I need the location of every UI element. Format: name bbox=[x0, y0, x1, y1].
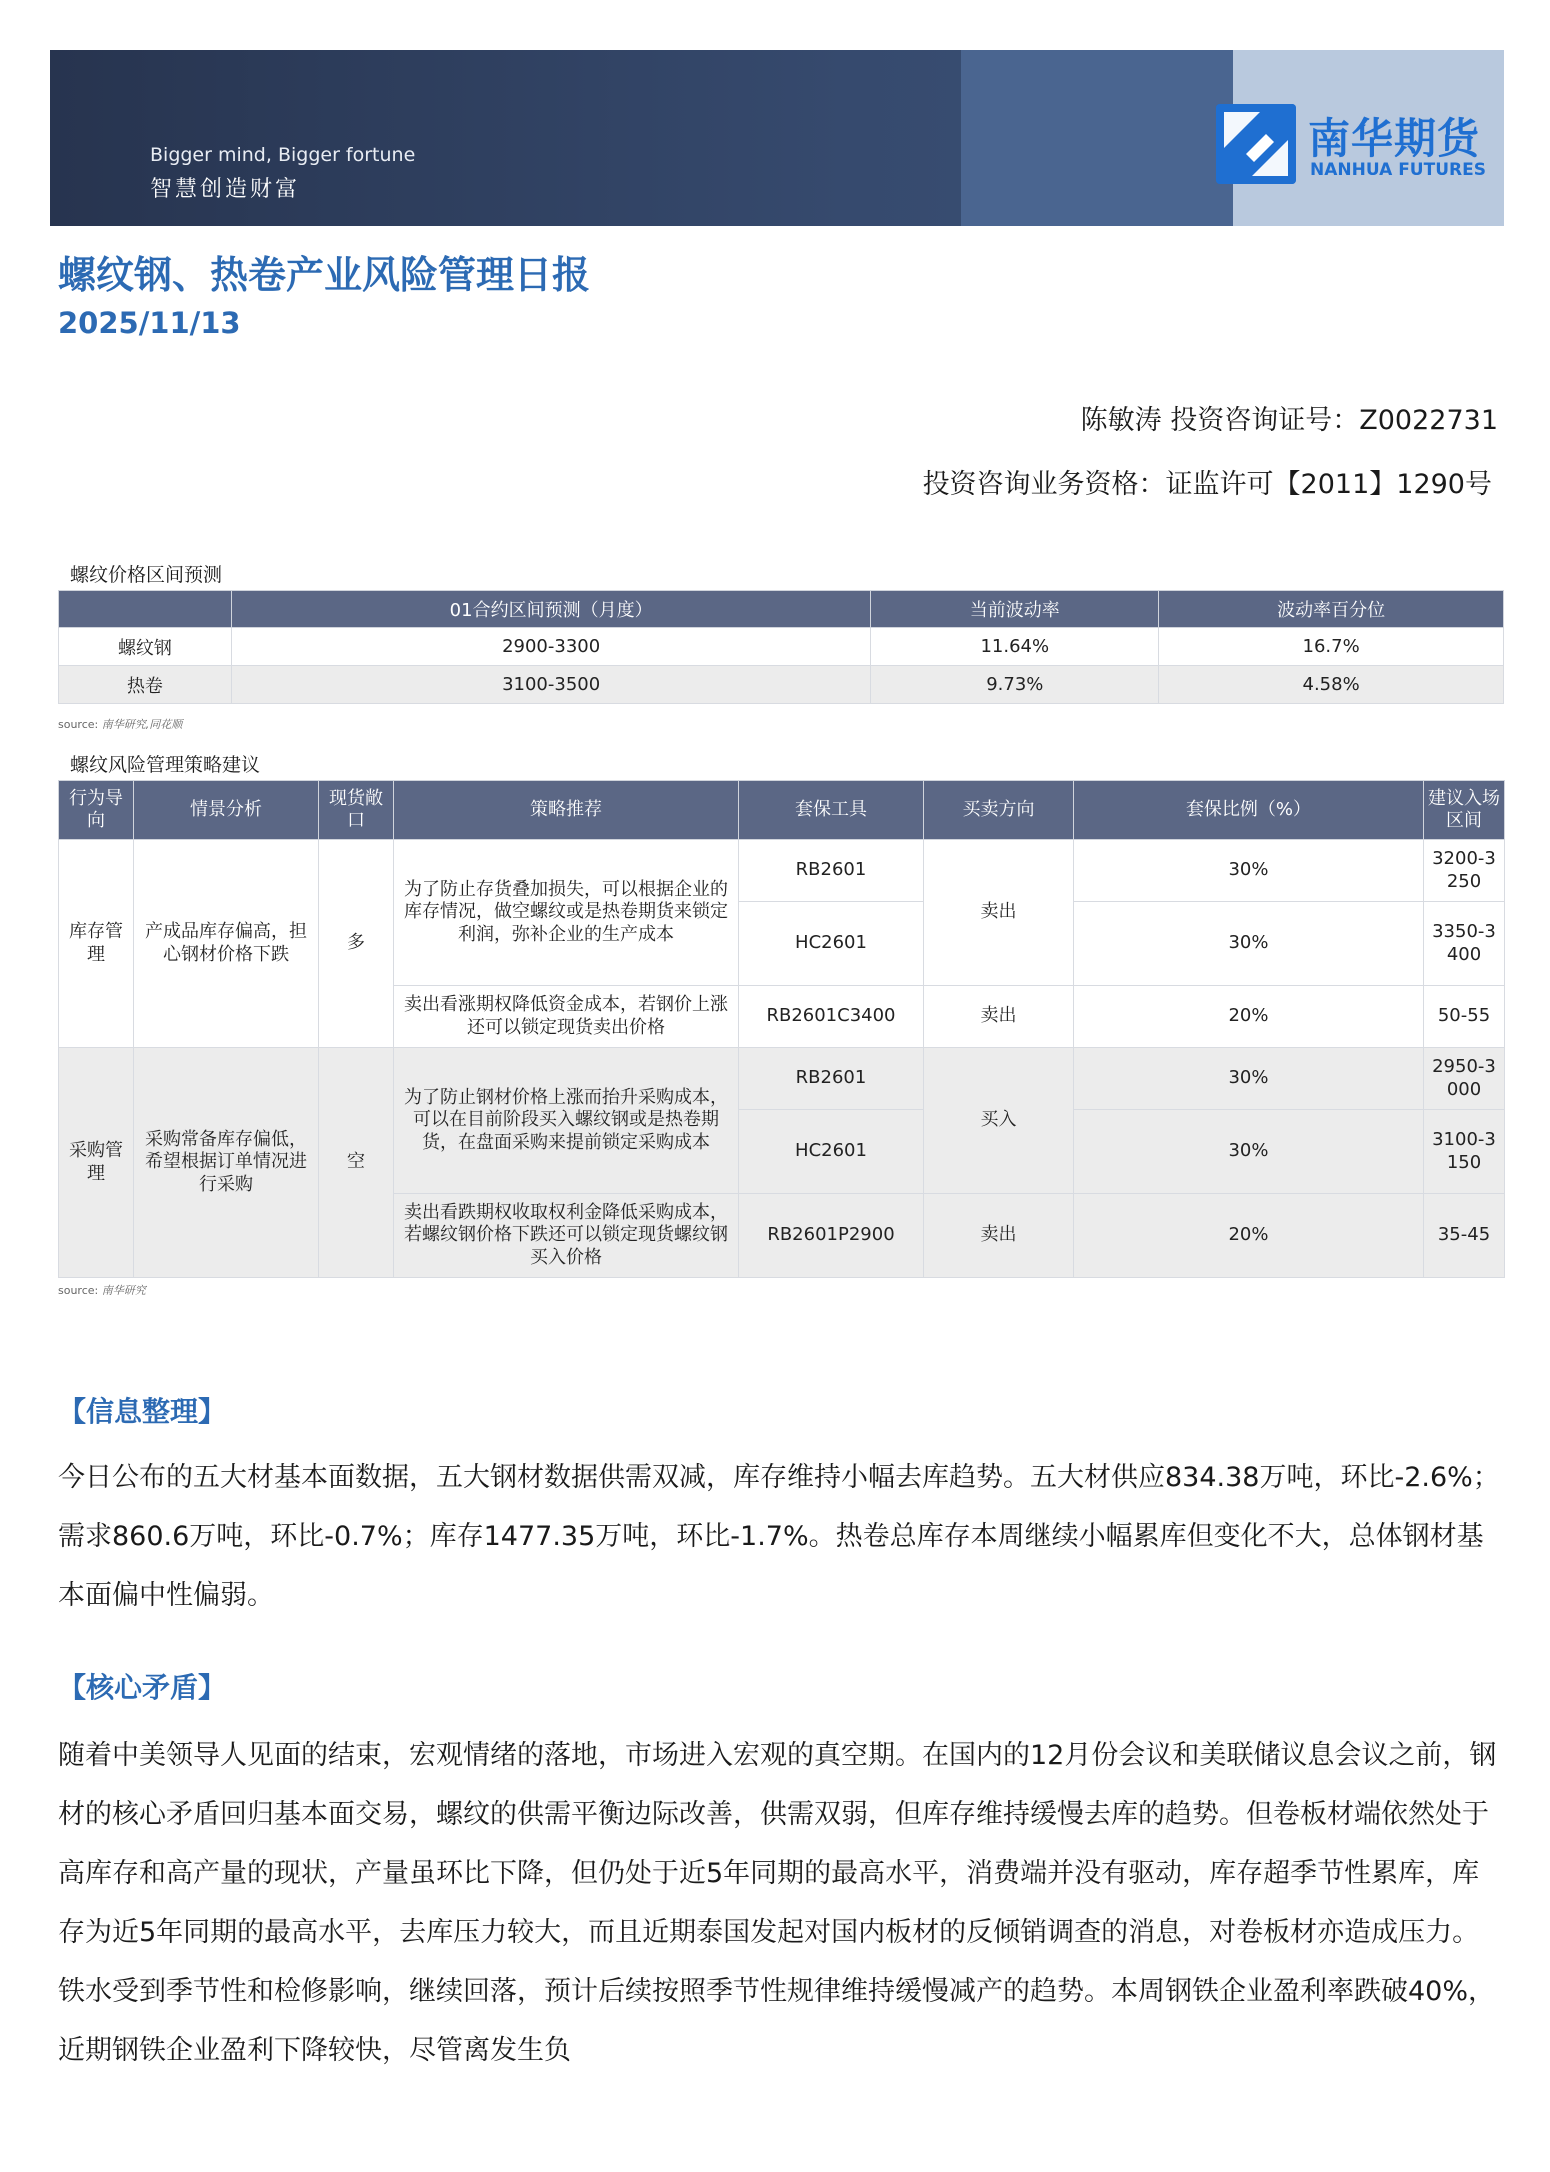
ratio-cell: 30% bbox=[1074, 840, 1424, 902]
source-text: 南华研究,同花顺 bbox=[101, 718, 183, 731]
table-header-row bbox=[59, 781, 1505, 840]
price-range-table bbox=[58, 590, 1504, 704]
section-body: 随着中美领导人见面的结束，宏观情绪的落地，市场进入宏观的真空期。在国内的12月份会议和美联储议息会议之前，钢材的核心矛盾回归基本面交易，螺纹的供需平衡边际改善，供需双弱，但库存维持缓慢去库的趋势。但卷板材端依然处于高库存和高产量的现状，产量虽环比下降，但仍处于近5年同期的最高水平，消费端并没有驱动，库存超季节性累库，库存为近5年同期的最高水平，去库压力较大，而且近期泰国发起对国内板材的反倾销调查的消息，对卷板材亦造成压力。铁水受到季节性和检修影响，继续回落，预计后续按照季节性规律维持缓慢减产的趋势。本周钢铁企业盈利率跌破40%，近期钢铁企业盈利下降较快，尽管离发生负 bbox=[58, 1740, 1497, 2066]
table-header-cell bbox=[59, 591, 232, 628]
direction-cell: 卖出 bbox=[924, 1194, 1074, 1278]
table-header-cell: 策略推荐 bbox=[394, 781, 739, 840]
logo-mark-icon bbox=[1216, 104, 1296, 184]
behavior-cell: 库存管理 bbox=[59, 840, 134, 1048]
source-prefix: source: bbox=[58, 718, 102, 731]
behavior-cell: 采购管理 bbox=[59, 1048, 134, 1278]
strategy-table bbox=[58, 780, 1505, 1278]
tool-cell: HC2601 bbox=[739, 902, 924, 986]
table-row bbox=[59, 628, 1504, 666]
range-cell: 35-45 bbox=[1424, 1194, 1505, 1278]
scenario-cell: 产成品库存偏高，担心钢材价格下跌 bbox=[134, 840, 319, 1048]
section-heading: 【核心矛盾】 bbox=[58, 1671, 227, 1704]
range-cell: 3100-3150 bbox=[1424, 1110, 1505, 1194]
table-row bbox=[59, 1048, 1505, 1110]
direction-cell: 买入 bbox=[924, 1048, 1074, 1194]
header-banner bbox=[50, 50, 1504, 226]
qualification-line: 投资咨询业务资格：证监许可【2011】1290号 bbox=[922, 469, 1492, 500]
source-text: 南华研究 bbox=[101, 1284, 146, 1297]
report-title: 螺纹钢、热卷产业风险管理日报 bbox=[58, 253, 591, 297]
table-header-cell: 买卖方向 bbox=[924, 781, 1074, 840]
table-header-cell: 01合约区间预测（月度） bbox=[231, 591, 871, 628]
table-header-cell: 行为导向 bbox=[59, 781, 134, 840]
ratio-cell: 30% bbox=[1074, 1048, 1424, 1110]
banner-band bbox=[961, 50, 1233, 226]
company-logo bbox=[1216, 104, 1496, 184]
strategy-cell: 为了防止存货叠加损失，可以根据企业的库存情况，做空螺纹或是热卷期货来锁定利润，弥补企业的生产成本 bbox=[394, 840, 739, 986]
slogan-english: Bigger mind, Bigger fortune bbox=[150, 144, 416, 166]
strategy-cell: 卖出看涨期权降低资金成本，若钢价上涨还可以锁定现货卖出价格 bbox=[394, 986, 739, 1048]
logo-text-english: NANHUA FUTURES bbox=[1310, 160, 1486, 180]
table-cell: 热卷 bbox=[59, 666, 232, 704]
table-header-cell: 现货敞口 bbox=[319, 781, 394, 840]
table-header-cell: 建议入场区间 bbox=[1424, 781, 1505, 840]
table-header-cell: 情景分析 bbox=[134, 781, 319, 840]
slogan-chinese: 智慧创造财富 bbox=[150, 177, 301, 202]
tool-cell: RB2601 bbox=[739, 1048, 924, 1110]
source-prefix: source: bbox=[58, 1284, 102, 1297]
range-cell: 3350-3400 bbox=[1424, 902, 1505, 986]
table-cell: 9.73% bbox=[871, 666, 1159, 704]
range-cell: 3200-3250 bbox=[1424, 840, 1505, 902]
direction-cell: 卖出 bbox=[924, 840, 1074, 986]
table-cell: 16.7% bbox=[1159, 628, 1504, 666]
table-cell: 3100-3500 bbox=[231, 666, 871, 704]
section-body: 今日公布的五大材基本面数据，五大钢材数据供需双减，库存维持小幅去库趋势。五大材供应834.38万吨，环比-2.6%；需求860.6万吨，环比-0.7%；库存1477.35万吨，环比-1.7%。热卷总库存本周继续小幅累库但变化不大，总体钢材基本面偏中性偏弱。 bbox=[58, 1462, 1500, 1611]
tool-cell: RB2601P2900 bbox=[739, 1194, 924, 1278]
exposure-cell: 空 bbox=[319, 1048, 394, 1278]
author-line: 陈敏涛 投资咨询证号：Z0022731 bbox=[1080, 405, 1498, 436]
ratio-cell: 20% bbox=[1074, 1194, 1424, 1278]
strategy-cell: 为了防止钢材价格上涨而抬升采购成本，可以在目前阶段买入螺纹钢或是热卷期货，在盘面采购来提前锁定采购成本 bbox=[394, 1048, 739, 1194]
table-cell: 2900-3300 bbox=[231, 628, 871, 666]
ratio-cell: 30% bbox=[1074, 902, 1424, 986]
table-header-cell: 套保工具 bbox=[739, 781, 924, 840]
table-header-cell: 波动率百分位 bbox=[1159, 591, 1504, 628]
source-note bbox=[58, 1282, 146, 1298]
price-table-label: 螺纹价格区间预测 bbox=[70, 564, 223, 586]
direction-cell: 卖出 bbox=[924, 986, 1074, 1048]
range-cell: 2950-3000 bbox=[1424, 1048, 1505, 1110]
table-header-cell: 当前波动率 bbox=[871, 591, 1159, 628]
table-header-row bbox=[59, 591, 1504, 628]
logo-text-chinese: 南华期货 bbox=[1308, 114, 1481, 163]
tool-cell: RB2601C3400 bbox=[739, 986, 924, 1048]
exposure-cell: 多 bbox=[319, 840, 394, 1048]
table-row bbox=[59, 840, 1505, 902]
table-row bbox=[59, 666, 1504, 704]
tool-cell: RB2601 bbox=[739, 840, 924, 902]
scenario-cell: 采购常备库存偏低，希望根据订单情况进行采购 bbox=[134, 1048, 319, 1278]
table-cell: 螺纹钢 bbox=[59, 628, 232, 666]
ratio-cell: 20% bbox=[1074, 986, 1424, 1048]
section-heading: 【信息整理】 bbox=[58, 1395, 227, 1428]
strategy-cell: 卖出看跌期权收取权利金降低采购成本，若螺纹钢价格下跌还可以锁定现货螺纹钢买入价格 bbox=[394, 1194, 739, 1278]
ratio-cell: 30% bbox=[1074, 1110, 1424, 1194]
report-date: 2025/11/13 bbox=[58, 306, 241, 340]
source-note bbox=[58, 716, 182, 732]
table-cell: 4.58% bbox=[1159, 666, 1504, 704]
tool-cell: HC2601 bbox=[739, 1110, 924, 1194]
table-header-cell: 套保比例（%） bbox=[1074, 781, 1424, 840]
range-cell: 50-55 bbox=[1424, 986, 1505, 1048]
table-cell: 11.64% bbox=[871, 628, 1159, 666]
strategy-table-label: 螺纹风险管理策略建议 bbox=[70, 754, 261, 776]
